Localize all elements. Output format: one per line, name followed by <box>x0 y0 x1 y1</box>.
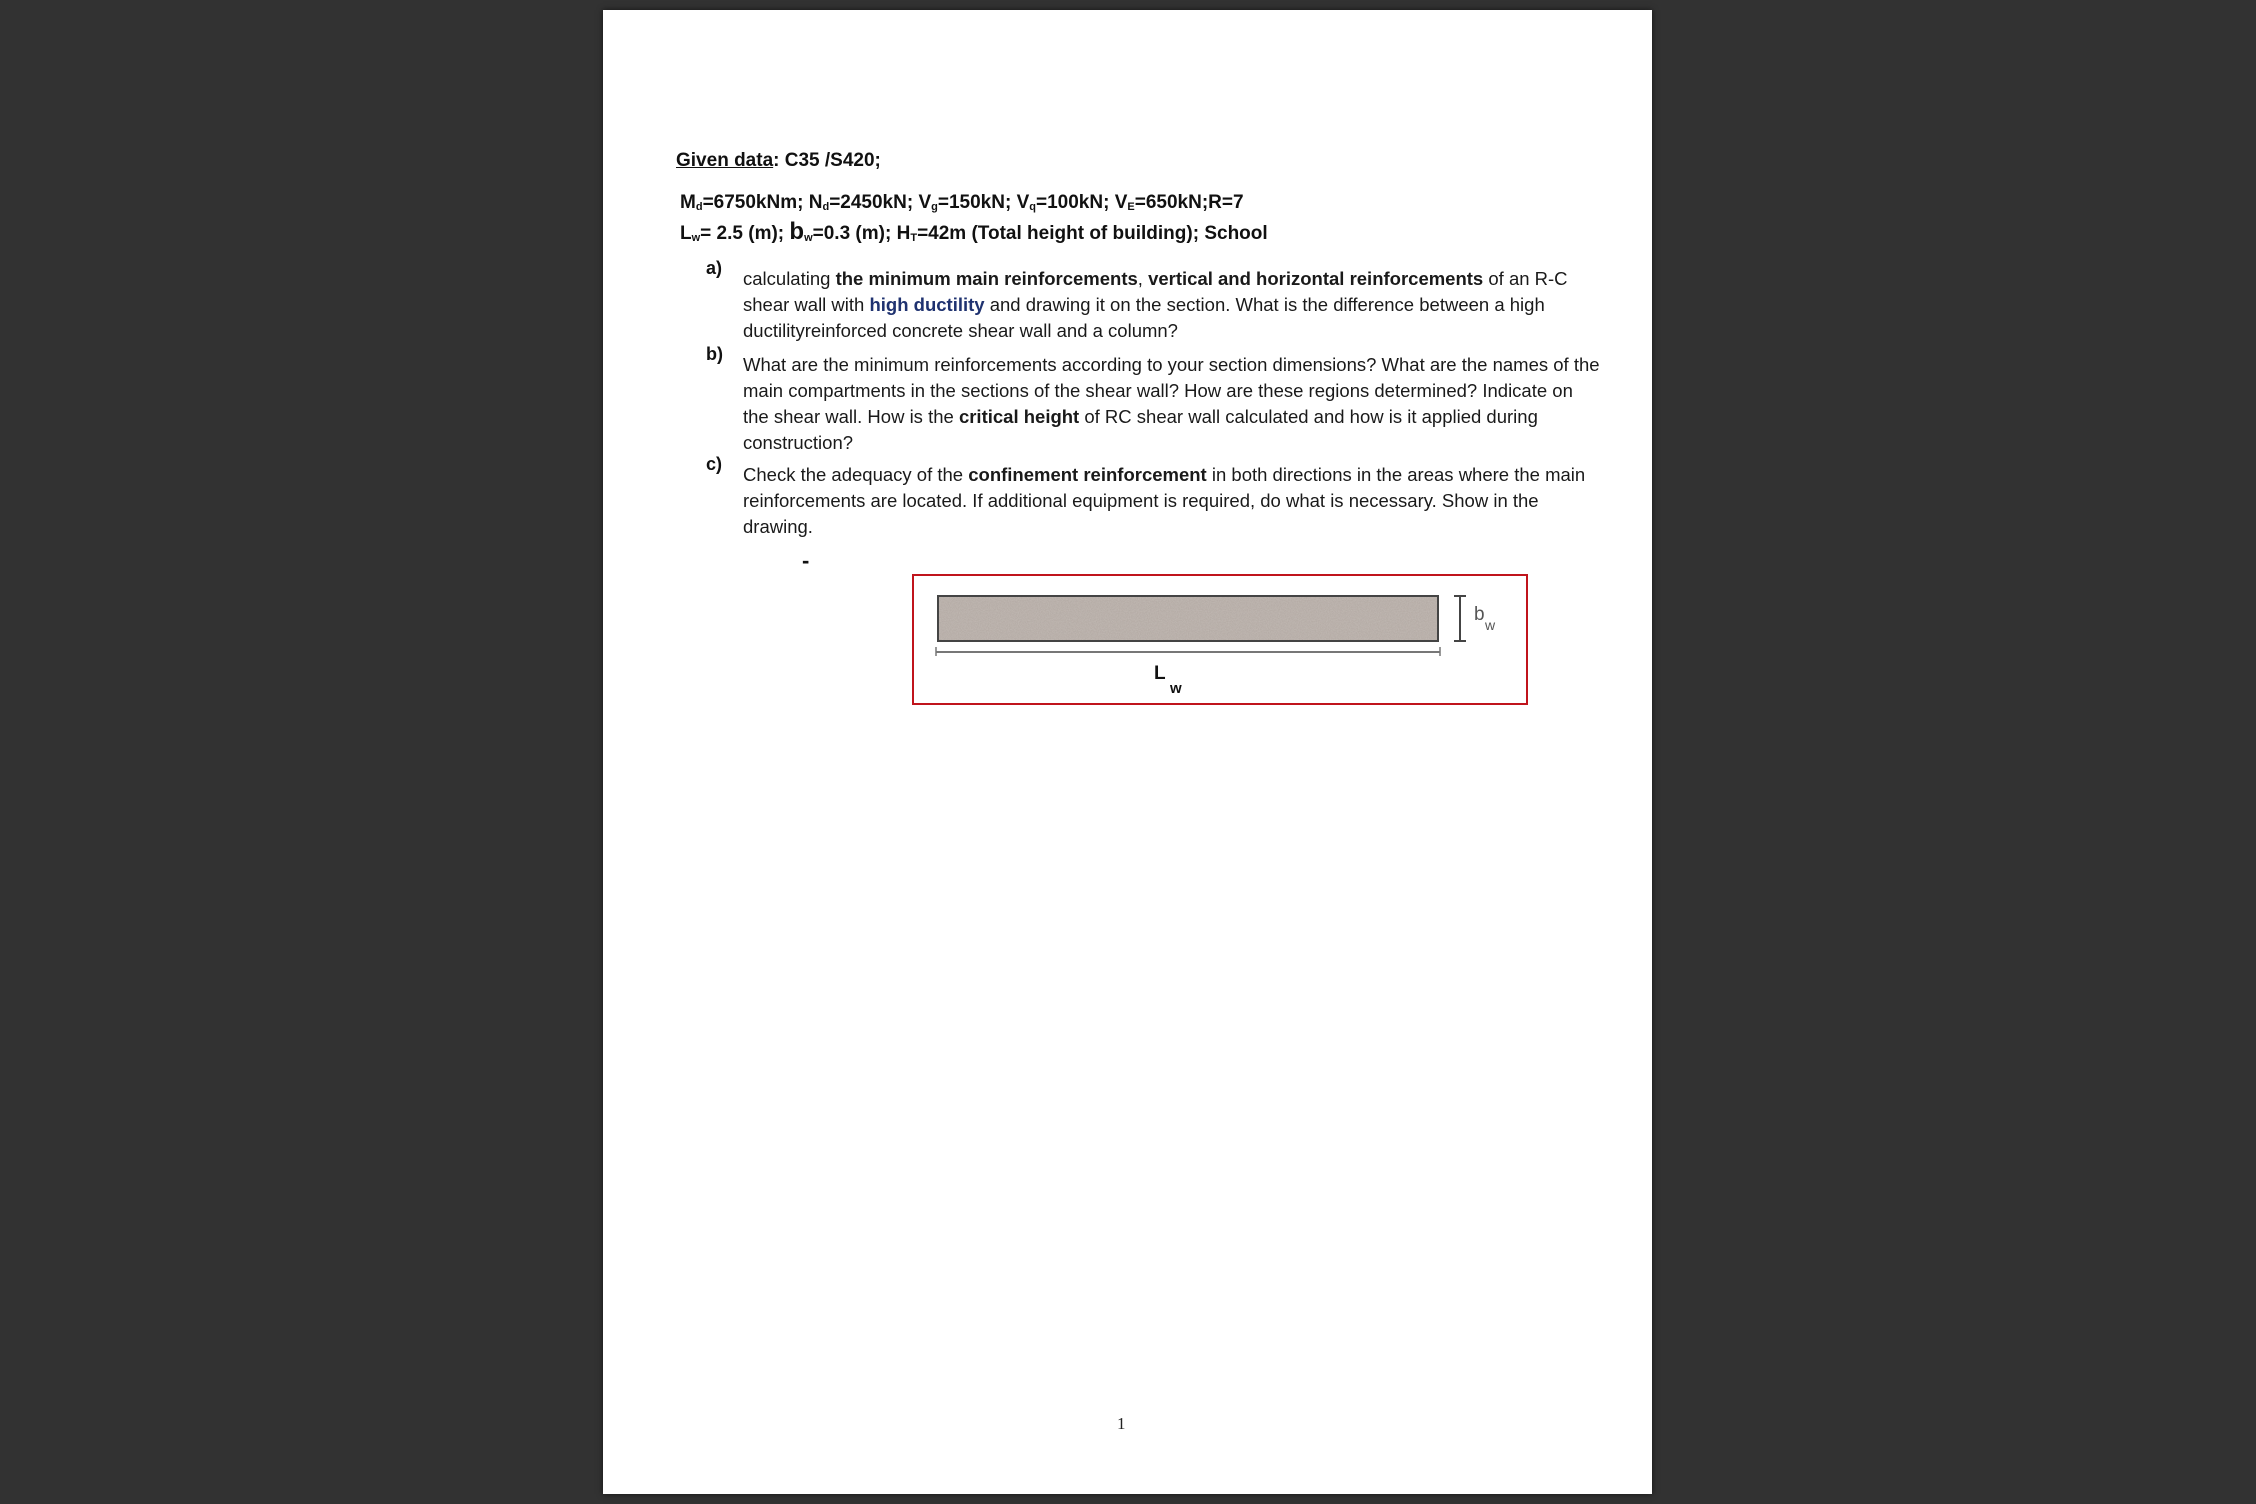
question-c-text <box>743 462 1603 540</box>
qb-text-3: of RC shear wall calculated and how is it applied during construction? <box>743 406 1538 453</box>
bw-label: b <box>1474 604 1485 625</box>
nd-symbol: N <box>808 192 823 213</box>
qa-high-ductility: high ductility <box>869 294 985 315</box>
shear-wall-diagram <box>914 576 1526 703</box>
page-number: 1 <box>1117 1414 1126 1433</box>
qa-bold-min-main: the minimum main reinforcements <box>835 268 1138 289</box>
ve-symbol: V <box>1114 192 1128 213</box>
lw-label: L <box>1154 663 1166 684</box>
md-value: =6750kNm; <box>702 192 809 213</box>
ht-symbol: H <box>896 223 911 244</box>
dash-mark: - <box>802 548 810 573</box>
md-symbol: M <box>680 192 696 213</box>
ve-value: =650kN;R=7 <box>1134 192 1244 213</box>
bw-value: =0.3 (m); <box>812 223 897 244</box>
qb-text-1: What are the minimum reinforcements according to your section dimensions? What are the names of the main compartments in the sections of the shear wall? How are these regions determined? Indicate on the shear wall. How is the <box>743 354 1600 427</box>
vg-subscript: g <box>931 201 938 213</box>
nd-value: =2450kN; <box>829 192 919 213</box>
lw-label-subscript: w <box>1170 680 1182 697</box>
qa-bold-vert-horiz: vertical and horizontal reinforcements <box>1148 268 1484 289</box>
md-subscript: d <box>695 201 703 213</box>
question-c-label: c) <box>706 454 723 474</box>
qa-text-7: and drawing it on the section. What is the difference between a high ductilityreinforced concrete shear wall and a column? <box>743 294 1545 341</box>
shear-wall-figure <box>912 574 1528 705</box>
qb-critical-height: critical height <box>958 406 1080 427</box>
vq-subscript: q <box>1029 201 1036 213</box>
ve-subscript: E <box>1127 201 1135 213</box>
lw-subscript: w <box>691 232 701 244</box>
qa-text-1: calculating <box>743 268 836 289</box>
qc-text-1: Check the adequacy of the <box>743 464 969 485</box>
document-page <box>603 10 1652 1494</box>
ht-value: =42m (Total height of building); School <box>917 223 1268 244</box>
geometry-line <box>680 218 1268 246</box>
nd-subscript: d <box>822 201 830 213</box>
bw-label-subscript: w <box>1485 617 1496 633</box>
question-a-text <box>743 266 1603 344</box>
given-data-label: Given data <box>676 150 774 171</box>
given-data-line <box>676 150 881 172</box>
loads-line <box>680 192 1244 214</box>
question-b-text <box>743 352 1603 456</box>
vq-value: =100kN; <box>1036 192 1115 213</box>
vq-symbol: V <box>1016 192 1030 213</box>
bw-subscript: w <box>804 232 813 244</box>
lw-value: = 2.5 (m); <box>700 223 790 244</box>
ht-subscript: T <box>910 232 918 244</box>
qa-text-3: , <box>1137 268 1149 289</box>
given-materials: : C35 /S420; <box>773 150 881 171</box>
vg-symbol: V <box>918 192 932 213</box>
qa-text-5: of an R-C shear wall with <box>743 268 1568 315</box>
question-b-label: b) <box>706 344 723 364</box>
question-a-label: a) <box>706 258 723 278</box>
bw-symbol: b <box>789 218 805 245</box>
lw-symbol: L <box>680 223 692 244</box>
qc-text-3: in both directions in the areas where the main reinforcements are located. If additional equipment is required, do what is necessary. Show in the drawing. <box>743 464 1586 537</box>
qc-confinement: confinement reinforcement <box>968 464 1207 485</box>
vg-value: =150kN; <box>937 192 1017 213</box>
wall-section-texture <box>938 596 1438 641</box>
